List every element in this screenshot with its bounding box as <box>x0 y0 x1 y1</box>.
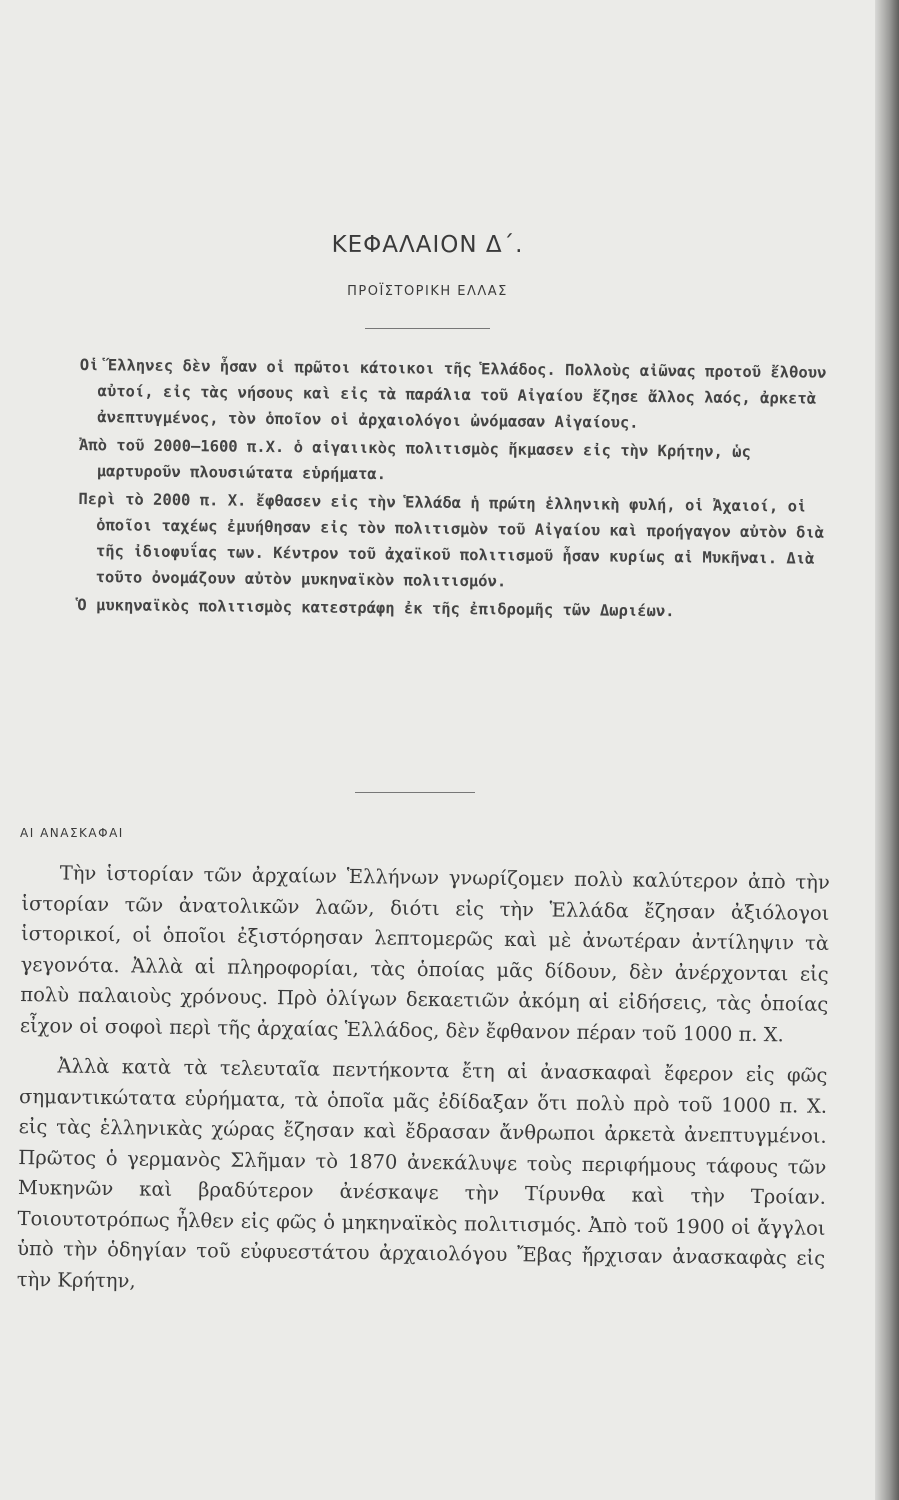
summary-paragraph: Οἱ Ἕλληνες δὲν ἦσαν οἱ πρῶτοι κάτοικοι τῆς Ἑλλάδος. Πολλοὺς αἰῶνας προτοῦ ἔλθουν αὐτοί, εἰς τὰς νήσους καὶ εἰς τὰ παράλια τοῦ Αἰγαίου ἔζησε ἄλλος λαός, ἀρκετὰ ἀνεπτυγμένος, τὸν ὁποῖον οἱ ἀρχαιολόγοι ὠνόμασαν Αἰγαίους. <box>79 355 827 432</box>
summary-paragraph: Ἀπὸ τοῦ 2000—1600 π.Χ. ὁ αἰγαιικὸς πολιτισμὸς ἤκμασεν εἰς τὴν Κρήτην, ὡς μαρτυροῦν πλουσιώτατα εὑρήματα. <box>78 435 751 484</box>
divider-middle <box>355 792 475 793</box>
section-heading: ΑΙ ΑΝΑΣΚΑΦΑΙ <box>20 826 124 840</box>
page-edge-shadow <box>875 0 899 1500</box>
body-paragraph: Τὴν ἱστορίαν τῶν ἀρχαίων Ἑλλήνων γνωρίζομεν πολὺ καλύτερον ἀπὸ τὴν ἱστορίαν τῶν ἀνατολικῶν λαῶν, διότι εἰς τὴν Ἑλλάδα ἔζησαν ἀξιόλογοι ἱστορικοί, οἱ ὁποῖοι ἐξιστόρησαν λεπτομερῶς καὶ μὲ ἀνωτέραν ἀντίληψιν τὰ γεγονότα. Ἀλλὰ αἱ πληροφορίαι, τὰς ὁποίας μᾶς δίδουν, δὲν ἀνέρχονται εἰς πολὺ παλαιοὺς χρόνους. Πρὸ ὀλίγων δεκαετιῶν ἀκόμη αἱ εἰδήσεις, τὰς ὁποίας εἶχον οἱ σοφοὶ περὶ τῆς ἀρχαίας Ἑλλάδος, δὲν ἔφθανον πέραν τοῦ 1000 π. Χ. <box>19 861 830 1046</box>
section-body <box>17 858 830 1315</box>
chapter-summary <box>77 352 840 628</box>
chapter-subtitle: ΠΡΟΪΣΤΟΡΙΚΗ ΕΛΛΑΣ <box>347 284 508 299</box>
summary-paragraph: Περὶ τὸ 2000 π. Χ. ἔφθασεν εἰς τὴν Ἑλλάδα ἡ πρώτη ἑλληνικὴ φυλή, οἱ Ἀχαιοί, οἱ ὁποῖοι ταχέως ἐμυήθησαν εἰς τὸν πολιτισμὸν τοῦ Αἰγαίου καὶ προήγαγον αὐτὸν διὰ τῆς ἰδιοφυΐας των. Κέντρον τοῦ ἀχαϊκοῦ πολιτισμοῦ ἦσαν κυρίως αἱ Μυκῆναι. Διὰ τοῦτο ὀνομάζουν αὐτὸν μυκηναϊκὸν πολιτισμόν. <box>78 489 825 591</box>
divider-top <box>365 328 490 329</box>
body-paragraph: Ἀλλὰ κατὰ τὰ τελευταῖα πεντήκοντα ἔτη αἱ ἀνασκαφαὶ ἔφερον εἰς φῶς σημαντικώτατα εὑρήματα, τὰ ὁποῖα μᾶς ἐδίδαξαν ὅτι πολὺ πρὸ τοῦ 1000 π. Χ. εἰς τὰς ἑλληνικὰς χώρας ἔζησαν καὶ ἔδρασαν ἄνθρωποι ἀρκετὰ ἀνεπτυγμένοι. Πρῶτος ὁ γερμανὸς Σλῆμαν τὸ 1870 ἀνεκάλυψε τοὺς περιφήμους τάφους τῶν Μυκηνῶν καὶ βραδύτερον ἀνέσκαψε τὴν Τίρυνθα καὶ τὴν Τροίαν. Τοιουτοτρόπως ἦλθεν εἰς φῶς ὁ μηκηναϊκὸς πολιτισμός. Ἀπὸ τοῦ 1900 οἱ ἄγγλοι ὑπὸ τὴν ὁδηγίαν τοῦ εὐφυεστάτου ἀρχαιολόγου Ἔβας ἤρχισαν ἀνασκαφὰς εἰς τὴν Κρήτην, <box>16 1054 828 1292</box>
summary-paragraph: Ὁ μυκηναϊκὸς πολιτισμὸς κατεστράφη ἐκ τῆς ἐπιδρομῆς τῶν Δωριέων. <box>77 595 675 621</box>
chapter-title: ΚΕΦΑΛΑΙΟΝ Δ΄. <box>331 232 524 258</box>
